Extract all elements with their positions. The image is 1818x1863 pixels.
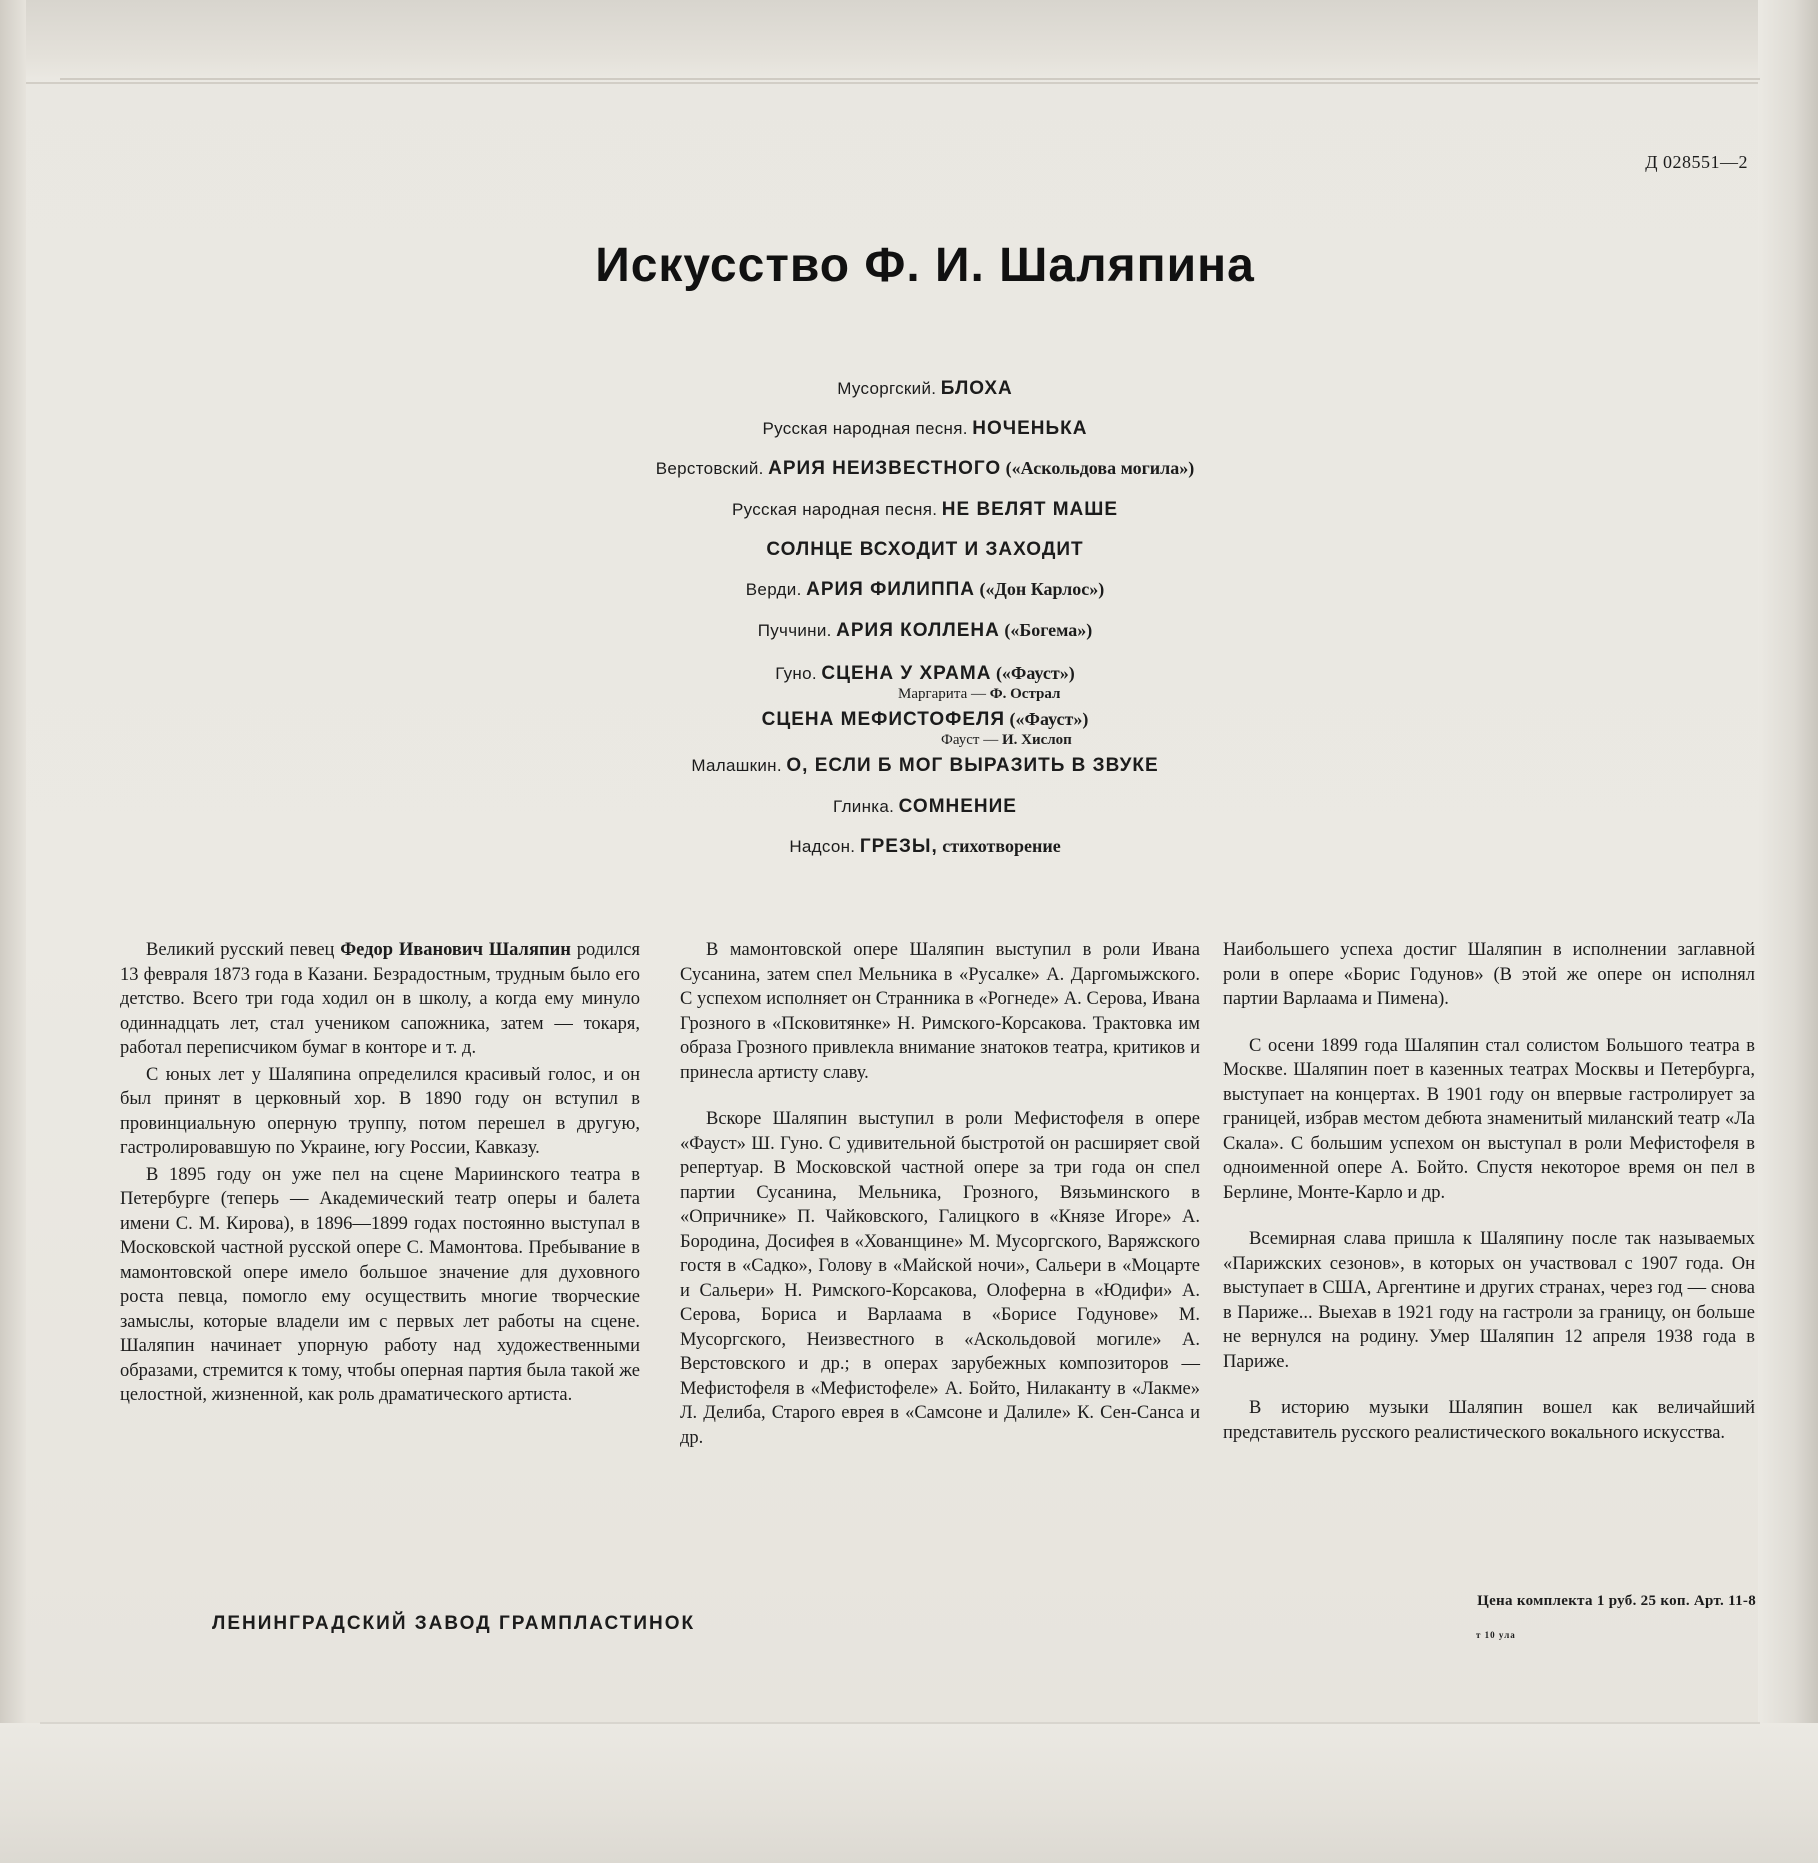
track-item [0,709,1818,731]
track-composer: Пуччини. [757,621,832,640]
paragraph: Наибольшего успеха достиг Шаляпин в исполнении заглавной роли в опере «Борис Годунов» (В этой же опере он исполнял партии Варлаама и Пимена). [1223,940,1755,1009]
manufacturer-label: ЛЕНИНГРАДСКИЙ ЗАВОД ГРАМПЛАСТИНОК [212,1613,696,1634]
credit-performer: Ф. Острал [989,686,1061,702]
track-composer: Верди. [745,580,802,599]
paragraph: С юных лет у Шаляпина определился красивый голос, и он был принят в церковный хор. В 1890 году он вступил в провинциальную оперную труппу, потом перешел в другую, гастролировавшую по Украине, югу России, Кавказу. [120,1064,640,1158]
paragraph-text: Великий русский певец [146,940,341,960]
print-code: т 10 ула [1476,1630,1516,1640]
track-title: СОЛНЦЕ ВСХОДИТ И ЗАХОДИТ [766,539,1084,560]
track-composer: Русская народная песня. [762,419,968,438]
credit-role: Маргарита — [898,686,986,702]
track-title: АРИЯ КОЛЛЕНА [836,620,1000,641]
flap-fold-top [60,78,1760,80]
track-composer: Верстовский. [655,459,764,478]
track-item [0,579,1818,601]
track-item [0,663,1818,685]
track-item [0,499,1818,521]
sleeve-top-edge [0,0,1818,84]
track-credit [941,732,1072,749]
flap-fold-bottom [40,1722,1760,1724]
track-composer: Мусоргский. [837,379,937,398]
track-composer: Глинка. [833,797,895,816]
track-item [0,836,1818,858]
biography-column-3 [1223,938,1755,1445]
track-item [0,539,1818,561]
singer-name: Федор Иванович Шаляпин [340,940,571,960]
album-title: Искусство Ф. И. Шаляпина [595,239,1255,292]
track-item [0,755,1818,777]
track-source: («Дон Карлос») [979,579,1105,599]
track-composer: Малашкин. [691,756,782,775]
paragraph: С осени 1899 года Шаляпин стал солистом Большого театра в Москве. Шаляпин поет в казенных театрах Москвы и Петербурга, выступает на концертах. В 1901 году он впервые гастролирует за границей, избрав местом дебюта знаменитый миланский театр «Ла Скала». С большим успехом он выступал в роли Мефистофеля в одноименной опере А. Бойто. Спустя некоторое время он пел в Берлине, Монте-Карло и др. [1223,1035,1755,1203]
paragraph [120,938,640,1061]
track-item [0,620,1818,642]
track-source: стихотворение [942,836,1061,856]
credit-performer: И. Хислоп [1001,732,1072,748]
paragraph: Всемирная слава пришла к Шаляпину после так называемых «Парижских сезонов», в которых он участвовал с 1907 года. Он выступает в США, Аргентине и других странах, через год — снова в Париже... Выехав в 1921 году на гастроли за границу, он больше не вернулся на родину. Умер Шаляпин 12 апреля 1938 года в Париже. [1223,1229,1755,1372]
credit-role: Фауст — [941,732,999,748]
biography [120,938,1760,1538]
track-title: АРИЯ НЕИЗВЕСТНОГО [768,458,1002,479]
sleeve-bottom-edge [0,1723,1818,1863]
biography-column-1 [120,938,640,1408]
track-title: ГРЕЗЫ, [859,836,938,857]
track-title: О, ЕСЛИ Б МОГ ВЫРАЗИТЬ В ЗВУКЕ [786,755,1159,776]
track-source: («Богема») [1004,620,1093,640]
track-composer: Гуно. [775,664,817,683]
track-credit [898,686,1060,703]
track-composer: Надсон. [789,837,856,856]
paragraph: В 1895 году он уже пел на сцене Мариинского театра в Петербурге (теперь — Академический театр оперы и балета имени С. М. Кирова), в 1896—1899 годах постоянно выступал в Московской частной русской опере С. Мамонтова. Пребывание в мамонтовской опере имело большое значение для духовного роста певца, помогло ему осуществить многие творческие замыслы, которые владели им с первых лет работы на сцене. Шаляпин начинает упорную работу над художественными образами, стремится к тому, чтобы оперная партия была такой же целостной, жизненной, как роль драматического артиста. [120,1164,640,1405]
track-title: АРИЯ ФИЛИППА [806,579,975,600]
track-source: («Фауст») [1009,709,1089,729]
track-title: СОМНЕНИЕ [898,796,1017,817]
track-item [0,418,1818,440]
track-source: («Аскольдова могила») [1005,458,1195,478]
track-composer: Русская народная песня. [731,500,938,519]
track-title: СЦЕНА МЕФИСТОФЕЛЯ [761,709,1006,730]
track-title: НОЧЕНЬКА [972,418,1088,439]
paragraph: В историю музыки Шаляпин вошел как величайший представитель русского реалистического вокального искусства. [1223,1398,1755,1443]
track-title: БЛОХА [940,378,1013,399]
paragraph: В мамонтовской опере Шаляпин выступил в роли Ивана Сусанина, затем спел Мельника в «Русалке» А. Даргомыжского. С успехом исполняет он Странника в «Рогнеде» А. Серова, Ивана Грозного в «Псковитянке» Н. Римского-Корсакова. Трактовка им образа Грозного привлекла внимание знатоков театра, критиков и принесла артисту славу. [680,940,1200,1083]
track-item [0,458,1818,480]
biography-column-2 [680,938,1200,1450]
paragraph: Вскоре Шаляпин выступил в роли Мефистофеля в опере «Фауст» Ш. Гуно. С удивительной быстротой он расширяет свой репертуар. В Московской частной опере за три года он спел партии Сусанина, Мельника, Грозного, Вязьминского в «Опричнике» П. Чайковского, Галицкого в «Князе Игоре» А. Бородина, Досифея в «Хованщине» М. Мусоргского, Варяжского гостя в «Садко», Голову в «Майской ночи», Сальери в «Моцарте и Сальери» Н. Римского-Корсакова, Олоферна в «Юдифи» А. Серова, Бориса и Варлаама в «Борисе Годунове» М. Мусоргского, Неизвестного в «Аскольдовой могиле» А. Верстовского и др.; в операх зарубежных композиторов — Мефистофеля в «Мефистофеле» А. Бойто, Нилаканту в «Лакме» Л. Делиба, Старого еврея в «Самсоне и Далиле» К. Сен-Санса и др. [680,1109,1200,1448]
track-item [0,796,1818,818]
track-source: («Фауст») [995,663,1075,683]
price-label: Цена комплекта 1 руб. 25 коп. Арт. 11-8 [1477,1593,1756,1609]
track-item [0,378,1818,400]
paragraph-text: родился 13 февраля 1873 года в Казани. Безрадостным, трудным было его детство. Всего три года ходил он в школу, а когда ему минуло одиннадцать лет, стал учеником сапожника, затем — токаря, работал переписчиком бумаг в конторе и т. д. [120,940,640,1058]
track-title: СЦЕНА У ХРАМА [821,663,992,684]
track-title: НЕ ВЕЛЯТ МАШЕ [941,499,1119,520]
catalog-number: Д 028551—2 [1645,152,1748,172]
